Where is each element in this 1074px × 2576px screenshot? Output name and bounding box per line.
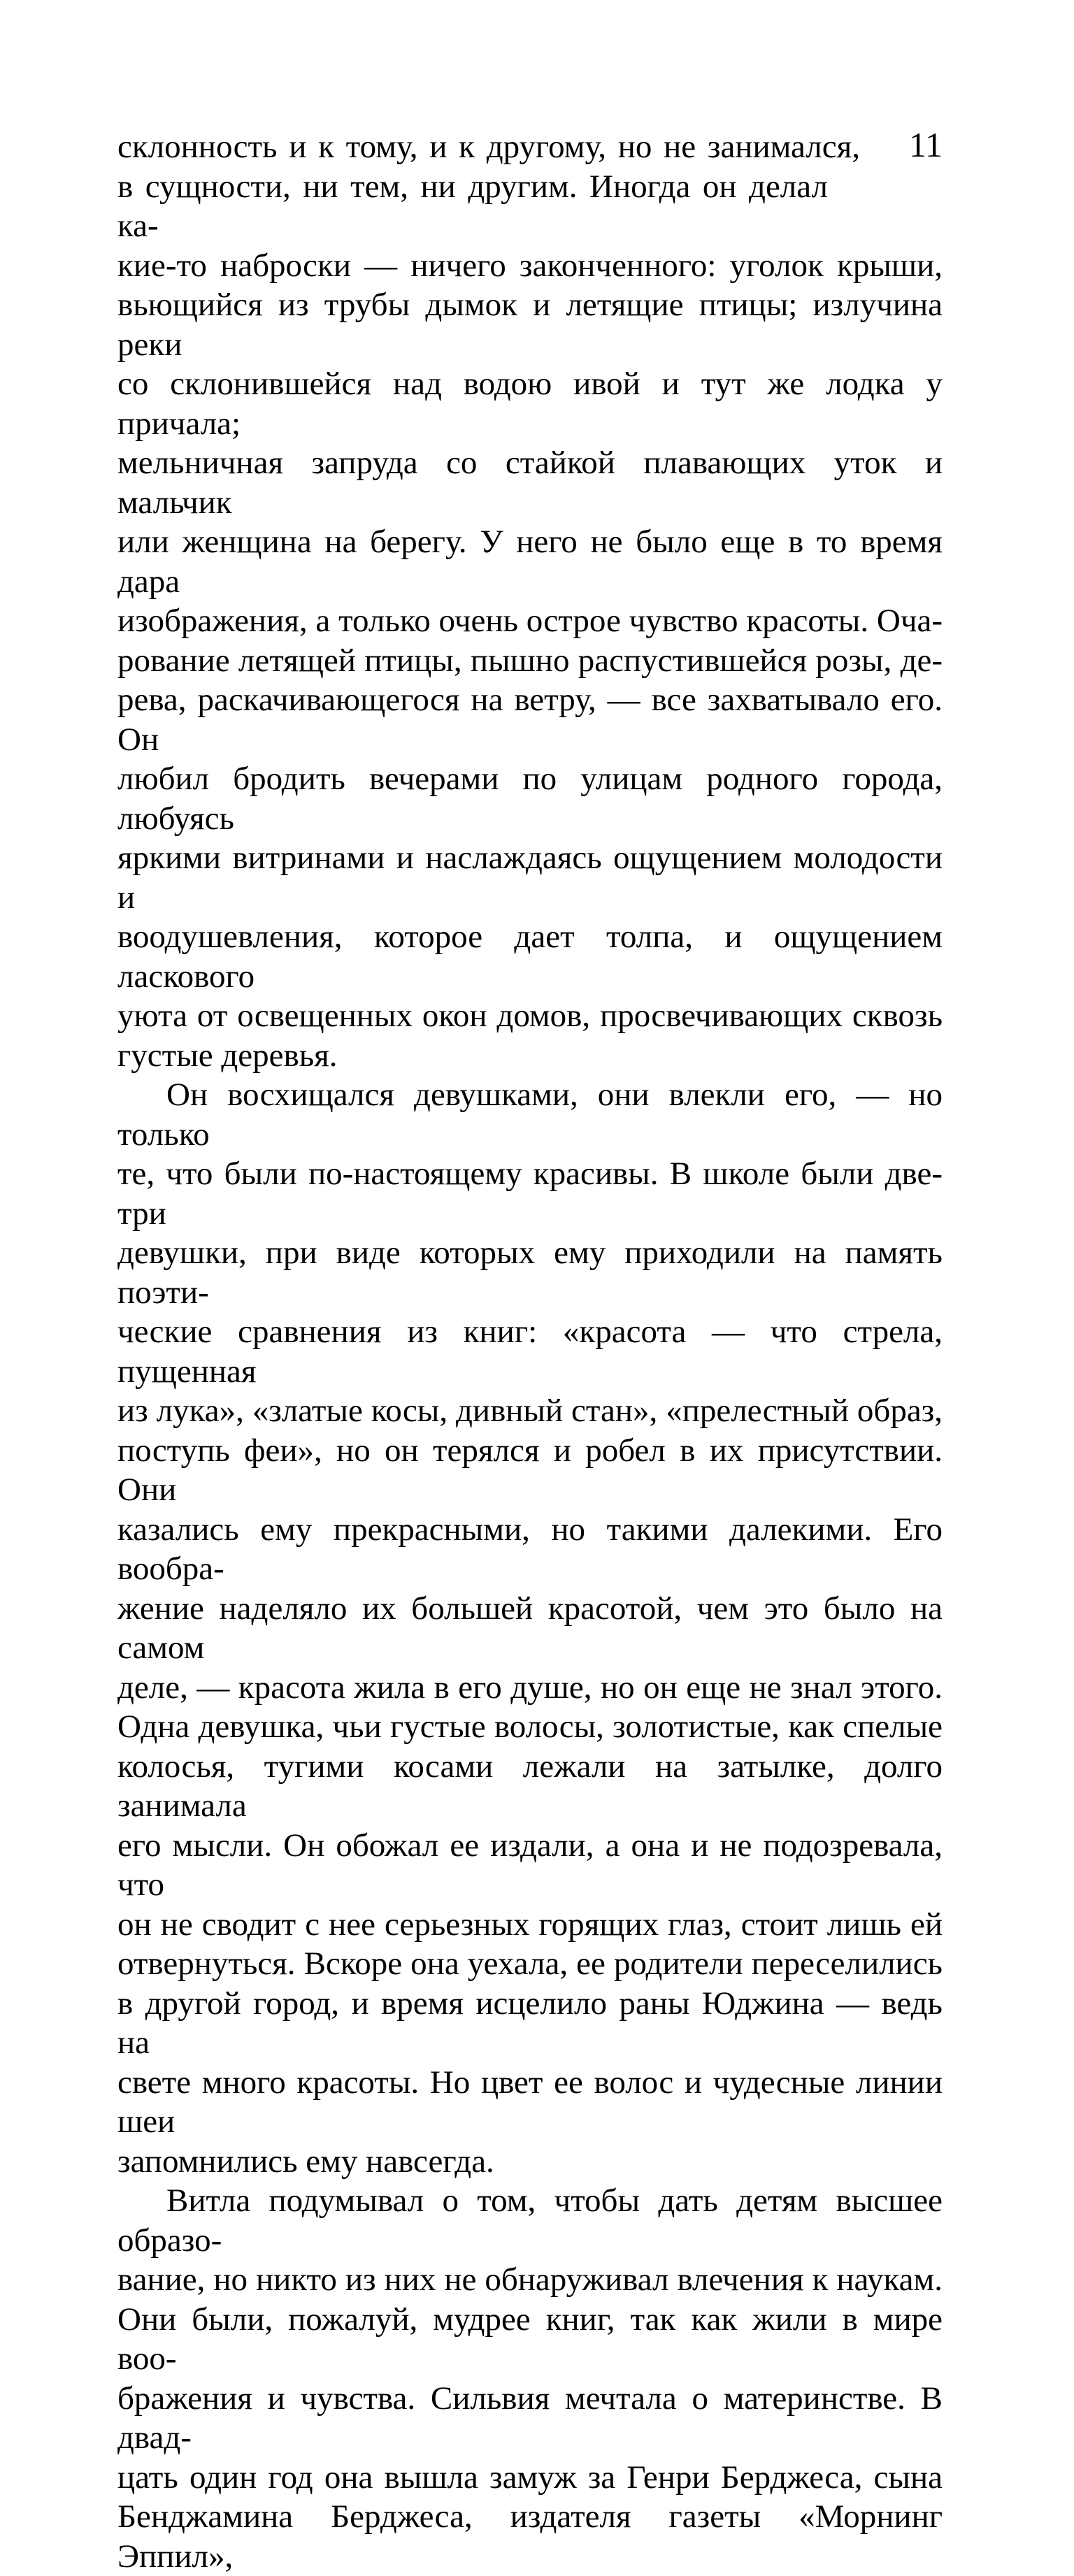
text-line-15: густые деревья.	[117, 1037, 338, 1074]
text-line-35: Они были, пожалуй, мудрее книг, так как жили в мире воо-	[117, 2301, 943, 2377]
text-line-24: деле, — красота жила в его душе, но он еще не знал этого.	[117, 1669, 943, 1706]
text-line-28: он не сводит с нее серьезных горящих глаз, стоит лишь ей	[117, 1906, 943, 1943]
text-line-4: вьющийся из трубы дымок и летящие птицы; излучина реки	[117, 287, 943, 363]
text-line-25: Одна девушка, чьи густые волосы, золотистые, как спелые	[117, 1708, 943, 1745]
text-line-3: кие-то наброски — ничего законченного: уголок крыши,	[117, 247, 943, 284]
text-line-12: яркими витринами и наслаждаясь ощущением молодости и	[117, 840, 943, 916]
text-line-31: свете много красоты. Но цвет ее волос и чудесные линии шеи	[117, 2064, 943, 2140]
text-line-37: цать один год она вышла замуж за Генри Берджеса, сына	[117, 2459, 943, 2496]
text-line-11: любил бродить вечерами по улицам родного города, любуясь	[117, 761, 943, 837]
text-line-7: или женщина на берегу. У него не было еще в то время дара	[117, 524, 943, 600]
text-line-1: склонность и к тому, и к другому, но не занимался,	[117, 129, 860, 165]
text-line-16: Он восхищался девушками, они влекли его, — но только	[117, 1077, 943, 1153]
text-line-33: Витла подумывал о том, чтобы дать детям высшее образо-	[117, 2182, 943, 2259]
text-line-22: казались ему прекрасными, но такими далекими. Его вообра-	[117, 1511, 943, 1587]
text-line-13: воодушевления, которое дает толпа, и ощущением ласкового	[117, 919, 943, 995]
text-line-26: колосья, тугими косами лежали на затылке, долго занимала	[117, 1748, 943, 1824]
text-line-20: из лука», «златые косы, дивный стан», «прелестный образ,	[117, 1393, 943, 1429]
text-line-30: в другой город, и время исцелило раны Юджина — ведь на	[117, 1985, 943, 2061]
text-line-10: рева, раскачивающегося на ветру, — все захватывало его. Он	[117, 682, 943, 758]
text-line-21: поступь феи», но он терялся и робел в их присутствии. Они	[117, 1432, 943, 1508]
text-line-14: уюта от освещенных окон домов, просвечивающих сквозь	[117, 998, 943, 1034]
text-line-5: со склонившейся над водою ивой и тут же лодка у причала;	[117, 366, 943, 442]
text-line-34: вание, но никто из них не обнаруживал влечения к наукам.	[117, 2261, 943, 2298]
text-line-6: мельничная запруда со стайкой плавающих уток и мальчик	[117, 445, 943, 521]
text-line-36: бражения и чувства. Сильвия мечтала о материнстве. В двад-	[117, 2380, 943, 2456]
text-line-29: отвернуться. Вскоре она уехала, ее родители переселились	[117, 1945, 943, 1982]
text-line-9: рование летящей птицы, пышно распустившейся розы, де-	[117, 642, 943, 679]
text-line-38: Бенджамина Берджеса, издателя газеты «Морнинг Эппил»,	[117, 2498, 943, 2575]
text-line-19: ческие сравнения из книг: «красота — что стрела, пущенная	[117, 1314, 943, 1390]
text-line-27: его мысли. Он обожал ее издали, а она и не подозревала, что	[117, 1827, 943, 1903]
text-line-32: запомнились ему навсегда.	[117, 2143, 494, 2180]
text-line-2: в сущности, ни тем, ни другим. Иногда он делал ка-	[117, 168, 828, 244]
page-number: 11	[908, 125, 943, 164]
text-line-8: изображения, а только очень острое чувство красоты. Оча-	[117, 603, 943, 639]
text-line-23: жение наделяло их большей красотой, чем это было на самом	[117, 1590, 943, 1666]
text-block	[117, 127, 943, 2576]
text-line-18: девушки, при виде которых ему приходили на память поэти-	[117, 1235, 943, 1311]
text-line-17: те, что были по-настоящему красивы. В школе были две-три	[117, 1156, 943, 1232]
